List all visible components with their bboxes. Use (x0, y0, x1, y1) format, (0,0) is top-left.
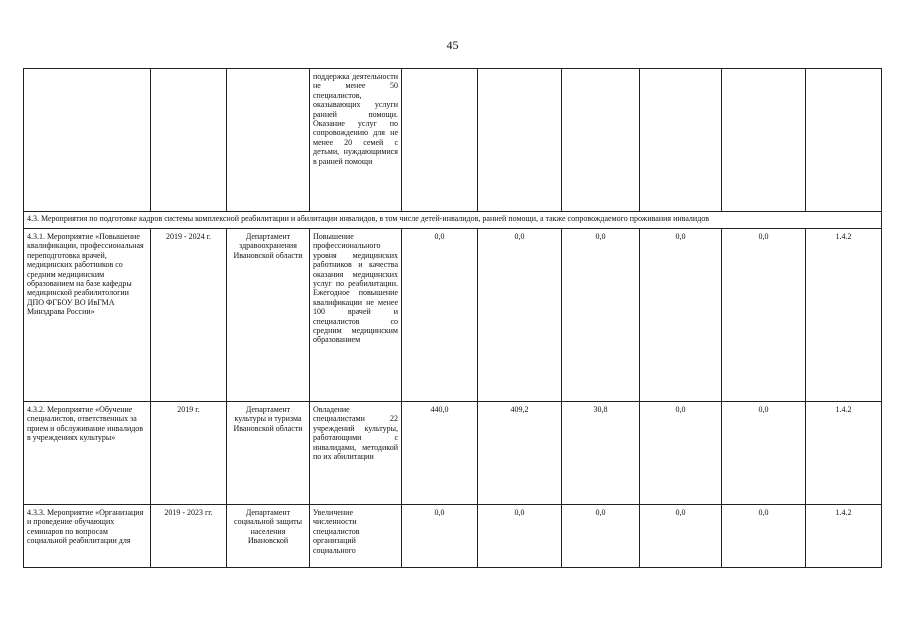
result-cell: Увеличение численности специалистов организаций социального (310, 505, 402, 568)
table-cell (151, 69, 227, 212)
value-cell: 0,0 (478, 505, 562, 568)
value-cell: 30,8 (562, 402, 640, 505)
program-measures-table (23, 68, 882, 568)
value-cell: 0,0 (562, 229, 640, 402)
result-cell: Повышение профессионального уровня медицинских работников и качества оказания медицинских услуг по реабилитации. Ежегодное повышение квалификации не менее 100 врачей и специалистов со средним медицинским образованием (310, 229, 402, 402)
table-row (24, 505, 882, 568)
period-cell: 2019 - 2023 гг. (151, 505, 227, 568)
value-cell: 0,0 (722, 229, 806, 402)
indicator-cell: 1.4.2 (806, 229, 882, 402)
indicator-cell: 1.4.2 (806, 505, 882, 568)
executor-cell: Департамент социальной защиты населения Ивановской (227, 505, 310, 568)
value-cell: 0,0 (722, 402, 806, 505)
value-cell: 0,0 (562, 505, 640, 568)
executor-cell: Департамент культуры и туризма Ивановской области (227, 402, 310, 505)
table-row (24, 69, 882, 212)
period-cell: 2019 - 2024 г. (151, 229, 227, 402)
table-cell (402, 69, 478, 212)
section-heading-row (24, 212, 882, 229)
value-cell: 0,0 (402, 229, 478, 402)
section-heading: 4.3. Мероприятия по подготовке кадров системы комплексной реабилитации и абилитации инвалидов, в том числе детей-инвалидов, ранней помощи, а также сопровождаемого проживания инвалидов (24, 212, 882, 229)
table-cell (806, 69, 882, 212)
table-cell (640, 69, 722, 212)
value-cell: 0,0 (478, 229, 562, 402)
value-cell: 440,0 (402, 402, 478, 505)
value-cell: 0,0 (640, 505, 722, 568)
table-cell (722, 69, 806, 212)
table-row (24, 229, 882, 402)
table-cell (478, 69, 562, 212)
table-row (24, 402, 882, 505)
table-cell (227, 69, 310, 212)
page-number: 45 (446, 38, 459, 52)
result-cell: поддержка деятельности не менее 50 специалистов, оказывающих услуги ранней помощи. Оказание услуг по сопровождению для не менее 20 семей с детьми, нуждающимися в ранней помощи (310, 69, 402, 212)
period-cell: 2019 г. (151, 402, 227, 505)
measure-cell: 4.3.3. Мероприятие «Организация и проведение обучающих семинаров по вопросам социальной реабилитации для (24, 505, 151, 568)
executor-cell: Департамент здравоохранения Ивановской области (227, 229, 310, 402)
measure-cell: 4.3.2. Мероприятие «Обучение специалистов, ответственных за прием и обслуживание инвалидов в учреждениях культуры» (24, 402, 151, 505)
value-cell: 0,0 (640, 402, 722, 505)
value-cell: 0,0 (722, 505, 806, 568)
value-cell: 0,0 (640, 229, 722, 402)
measure-cell: 4.3.1. Мероприятие «Повышение квалификации, профессиональная переподготовка врачей, медицинских работников со средним медицинским образованием на базе кафедры медицинской реабилитологии ДПО ФГБОУ ВО ИвГМА Минздрава России» (24, 229, 151, 402)
value-cell: 0,0 (402, 505, 478, 568)
table-cell (562, 69, 640, 212)
value-cell: 409,2 (478, 402, 562, 505)
result-cell: Овладение специалистами 22 учреждений культуры, работающими с инвалидами, методикой по их абилитации (310, 402, 402, 505)
table-cell (24, 69, 151, 212)
indicator-cell: 1.4.2 (806, 402, 882, 505)
